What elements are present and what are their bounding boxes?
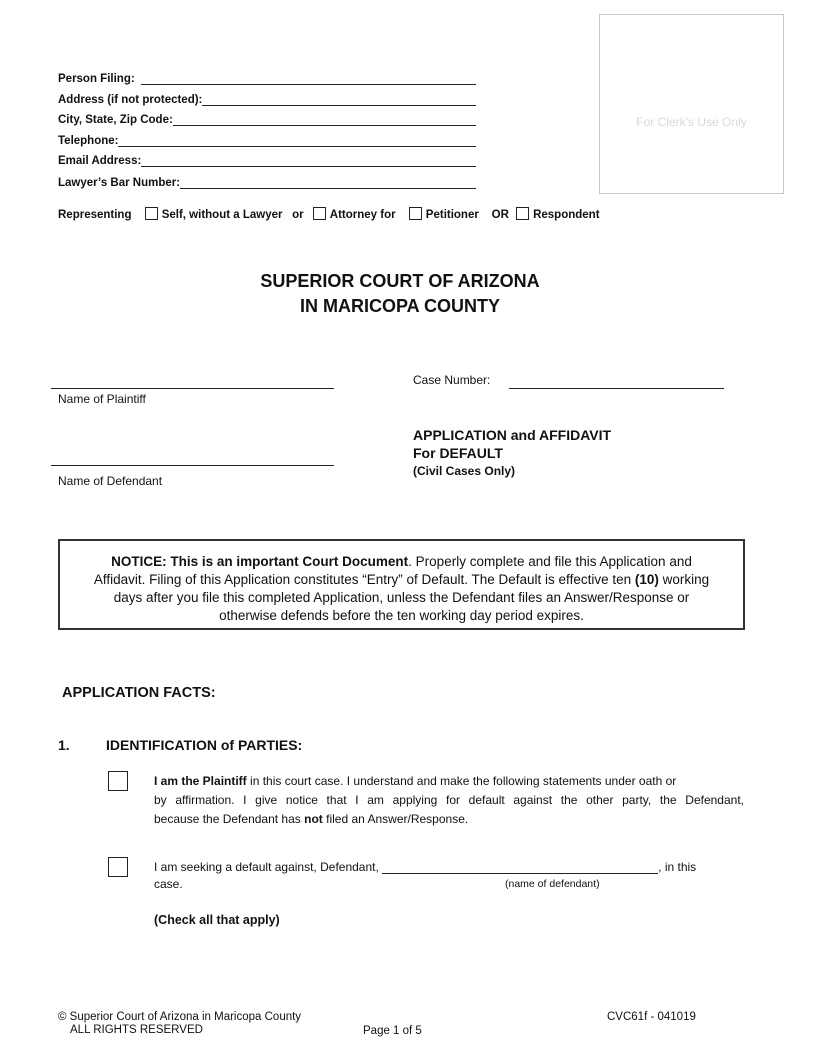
plaintiff-checkbox[interactable] [108,771,128,791]
notice-text: otherwise defends before the ten working day period expires. [219,608,584,623]
field-label: Person Filing: [58,73,135,85]
self-label: Self, without a Lawyer [161,209,283,221]
statement-bold: not [304,812,323,826]
representing-label: Representing [58,209,132,221]
field-line[interactable] [141,154,476,167]
clerk-use-label: For Clerk’s Use Only [636,115,747,129]
court-title: SUPERIOR COURT OF ARIZONA [260,271,540,291]
field-label: Address (if not protected): [58,94,203,106]
field-line[interactable] [173,113,476,126]
notice-bold: NOTICE: This is an important Court Document [111,554,409,569]
respondent-checkbox[interactable] [516,207,529,220]
attorney-label: Attorney for [329,209,396,221]
field-line[interactable] [118,134,476,147]
address-field[interactable] [58,92,476,106]
statement-text: filed an Answer/Response. [322,812,469,826]
check-all-note: (Check all that apply) [154,913,280,927]
city-state-zip-field[interactable] [58,112,476,126]
field-label: Telephone: [58,135,119,147]
plaintiff-statement [154,772,744,829]
email-field[interactable] [58,153,476,167]
case-number-label: Case Number: [413,373,491,387]
or-label: OR [491,209,509,221]
form-code: CVC61f - 041019 [607,1011,696,1023]
bar-number-field[interactable] [58,175,476,189]
default-checkbox[interactable] [108,857,128,877]
footer-copyright: © Superior Court of Arizona in Maricopa County [58,1011,302,1023]
footer-rights: ALL RIGHTS RESERVED [70,1024,203,1036]
statement-text: in this court case. I understand and make the following statements under oath or [246,774,677,788]
default-statement [154,858,696,877]
petitioner-label: Petitioner [425,209,479,221]
telephone-field[interactable] [58,133,476,147]
defendant-name-line[interactable] [51,453,334,466]
field-label: Lawyer’s Bar Number: [58,177,181,189]
field-line[interactable] [202,93,476,106]
plaintiff-name-line[interactable] [51,376,334,389]
item-number: 1. [58,737,70,753]
statement-text: case. [154,877,183,891]
defendant-label: Name of Defendant [58,474,163,488]
defendant-name-caption: (name of defendant) [505,878,600,890]
respondent-label: Respondent [533,209,600,221]
item-title: IDENTIFICATION of PARTIES: [106,737,303,753]
field-line[interactable] [141,72,476,85]
court-county: IN MARICOPA COUNTY [300,296,500,316]
plaintiff-label: Name of Plaintiff [58,392,146,406]
notice-text: Affidavit. Filing of this Application constitutes “Entry” of Default. The Default is effective ten [93,572,635,587]
representing-row [58,207,600,221]
notice-text: working [658,572,710,587]
notice-text: . Properly complete and file this Application and [408,554,692,569]
notice-bold: (10) [634,572,659,587]
or-label: or [292,209,304,221]
section-heading: APPLICATION FACTS: [62,685,216,701]
document-title: APPLICATION and AFFIDAVIT [413,427,612,443]
petitioner-checkbox[interactable] [409,207,422,220]
case-number-line[interactable] [509,376,724,389]
statement-text: I am seeking a default against, Defendant, [154,860,379,874]
statement-text: by affirmation. I give notice that I am applying for default against the other party, the Defendant, [154,793,744,807]
statement-text: , in this [658,860,697,874]
clerk-use-box [599,14,784,194]
document-title-sub: For DEFAULT [413,445,503,461]
notice-text: days after you file this completed Application, unless the Defendant files an Answer/Response or [113,590,690,605]
attorney-checkbox[interactable] [313,207,326,220]
field-line[interactable] [180,176,476,189]
person-filing-field[interactable] [58,71,476,85]
document-scope: (Civil Cases Only) [413,464,516,478]
statement-text: because the Defendant has [154,812,305,826]
field-label: City, State, Zip Code: [58,114,173,126]
field-label: Email Address: [58,155,142,167]
defendant-name-input[interactable] [382,860,658,874]
self-checkbox[interactable] [145,207,158,220]
statement-bold: I am the Plaintiff [154,774,247,788]
notice-box [58,539,745,630]
page-number: Page 1 of 5 [363,1025,422,1037]
